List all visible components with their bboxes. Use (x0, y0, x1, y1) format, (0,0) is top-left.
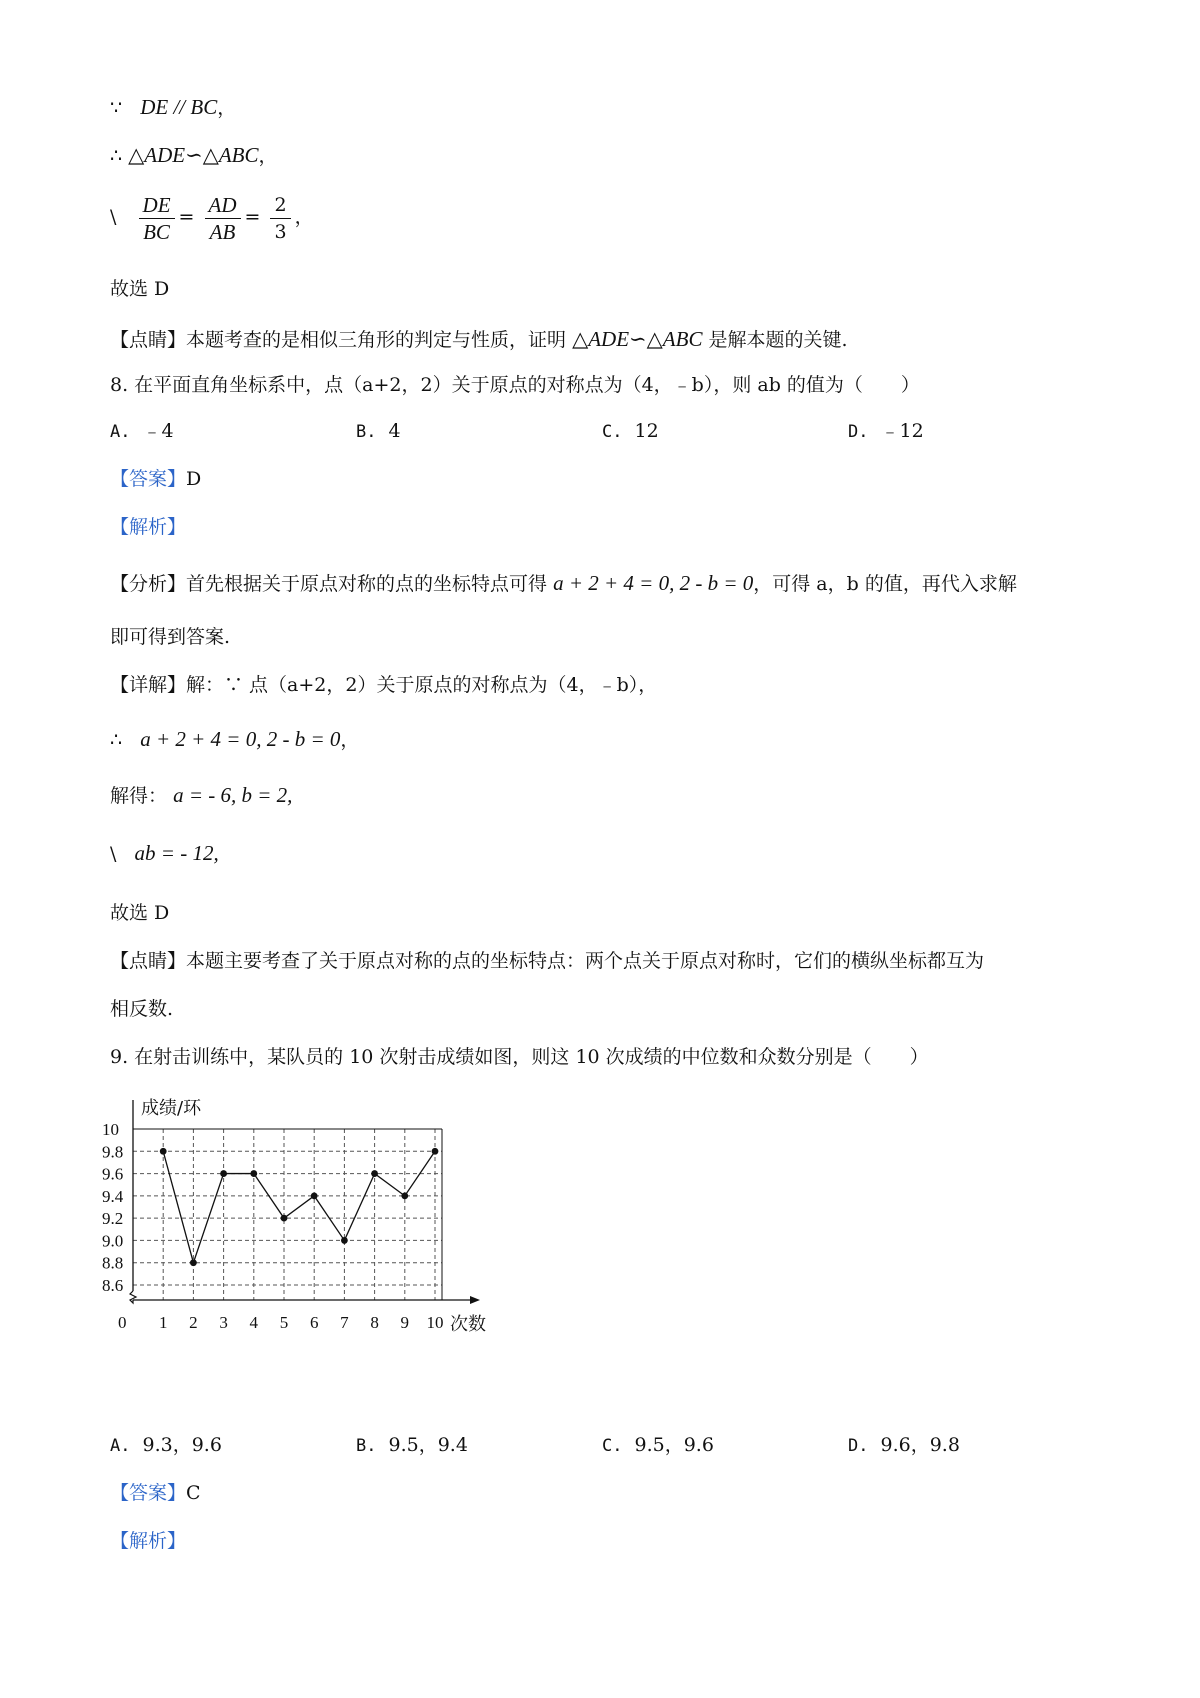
fenxi-tag: 【分析】 (110, 573, 187, 595)
question8-choice: 故选 D (110, 902, 170, 924)
option-b (356, 418, 401, 445)
punct: ， (258, 145, 278, 167)
x-tick-label: 1 (158, 1313, 168, 1332)
x-axis-arrow (470, 1296, 480, 1304)
answer-tag: 【答案】 (110, 468, 187, 490)
fenxi-text: 首先根据关于原点对称的点的坐标特点可得 (186, 573, 548, 595)
x-tick-label: 9 (400, 1313, 410, 1332)
y-tick-label: 9.8 (102, 1142, 124, 1162)
therefore-symbol: ∴ (110, 145, 123, 167)
y-tick-label: 9.0 (102, 1231, 124, 1251)
question9-stem: 9. 在射击训练中，某队员的 10 次射击成绩如图，则这 10 次成绩的中位数和众数分别是（ ） (110, 1046, 929, 1068)
option-b (356, 1432, 468, 1459)
option-value: 9.5，9.4 (388, 1434, 468, 1456)
x-tick-label: 5 (279, 1313, 289, 1332)
option-key: C. (602, 422, 623, 442)
question8-comment (110, 948, 984, 974)
option-key: C. (602, 1436, 623, 1456)
numerator: 2 (270, 192, 290, 219)
question9-options (110, 1432, 1110, 1458)
score-line (163, 1151, 435, 1262)
x-tick-label: 10 (426, 1313, 444, 1332)
question8-stem: 8. 在平面直角坐标系中，点（a+2，2）关于原点的对称点为（4，﹣b），则 ab 的值为（ ） (110, 374, 920, 396)
option-key: D. (848, 1436, 869, 1456)
answer-tag: 【答案】 (110, 1482, 187, 1504)
score-point (160, 1148, 167, 1155)
fenxi-math: a + 2 + 4 = 0, 2 - b = 0 (553, 571, 754, 595)
step1-math: a + 2 + 4 = 0, 2 - b = 0 (140, 727, 341, 751)
score-point (190, 1259, 197, 1266)
step2-math: a = - 6, b = 2, (173, 783, 293, 807)
option-value: 9.5，9.6 (634, 1434, 714, 1456)
x-tick-label: 2 (189, 1313, 198, 1332)
score-point (432, 1148, 439, 1155)
comment-tag: 【点睛】 (110, 950, 187, 972)
x-tick-label: 4 (249, 1313, 259, 1332)
punct: ， (217, 97, 237, 119)
step2-label: 解得： (110, 785, 168, 807)
y-tick-label: 9.4 (102, 1186, 124, 1206)
option-value: 4 (388, 420, 401, 442)
denominator: 3 (274, 220, 287, 243)
numerator: AD (205, 192, 241, 219)
question9-answer (110, 1480, 201, 1506)
y-tick-label: 9.2 (102, 1209, 124, 1229)
option-a (110, 418, 174, 445)
similar-triangles-statement: △ADE∽△ABC (128, 143, 259, 167)
fenxi-text-end: ，可得 a，b 的值，再代入求解 (753, 573, 1017, 595)
score-point (250, 1170, 257, 1177)
option-key: B. (356, 422, 377, 442)
option-d (848, 1432, 960, 1459)
x-tick-label: 3 (219, 1313, 228, 1332)
question8-step2 (110, 782, 292, 809)
question8-options (110, 418, 1110, 444)
therefore-symbol: \ (110, 206, 117, 228)
detail-text: 解：∵ 点（a+2，2）关于原点的对称点为（4，﹣b）， (186, 674, 658, 696)
y-tick-label: 8.8 (102, 1253, 124, 1273)
question8-detail (110, 672, 657, 698)
question8-step3 (110, 840, 219, 867)
option-c (602, 418, 659, 445)
question8-step1 (110, 726, 359, 753)
y-axis-title: 成绩/环 (141, 1098, 202, 1119)
option-value: 9.6，9.8 (880, 1434, 960, 1456)
chart-grid (133, 1129, 442, 1300)
x-axis-title: 次数 (450, 1314, 486, 1335)
question8-comment-cont: 相反数. (110, 998, 174, 1020)
score-point (401, 1192, 408, 1199)
score-point (281, 1215, 288, 1222)
answer-value: D (186, 468, 202, 490)
denominator: AB (209, 219, 236, 244)
therefore-symbol: \ (110, 843, 117, 865)
comment-text-end: 是解本题的关键. (708, 329, 848, 351)
detail-tag: 【详解】 (110, 674, 187, 696)
option-a (110, 1432, 222, 1459)
answer-value: C (186, 1482, 201, 1504)
question8-analysis-tag: 【解析】 (110, 516, 187, 538)
solution7-line1 (110, 94, 236, 121)
y-tick-label: 10 (102, 1120, 119, 1139)
score-point (220, 1170, 227, 1177)
y-tick-label: 8.6 (102, 1276, 124, 1295)
y-tick-label: 9.6 (102, 1164, 124, 1184)
x-tick-label: 6 (309, 1313, 319, 1332)
fraction-de-bc (139, 192, 175, 245)
question8-fenxi (110, 570, 1017, 597)
y-axis-break (130, 1291, 136, 1303)
question8-fenxi-cont: 即可得到答案. (110, 626, 231, 648)
option-key: A. (110, 422, 131, 442)
option-key: A. (110, 1436, 131, 1456)
score-point (311, 1192, 318, 1199)
score-point (371, 1170, 378, 1177)
fraction-two-thirds (270, 192, 290, 245)
option-value: 12 (634, 420, 659, 442)
option-value: 9.3，9.6 (142, 1434, 222, 1456)
shooting-scores-chart (100, 1090, 580, 1370)
step3-math: ab = - 12, (134, 841, 219, 865)
comment-text: 本题主要考查了关于原点对称的点的坐标特点：两个点关于原点对称时，它们的横纵坐标都互为 (186, 950, 985, 972)
option-d (848, 418, 924, 445)
comment-math: △ADE∽△ABC (572, 327, 703, 351)
solution7-ratio-line: \ $\frac{DE}{BC}$ = $\frac{AD}{AB}$ = $\frac{2}{3}$ ， (110, 192, 314, 244)
chart-series (160, 1148, 439, 1266)
punct: ， (294, 206, 314, 228)
solution7-line2 (110, 142, 278, 169)
fraction-ad-ab (205, 192, 241, 245)
comment-tag: 【点睛】 (110, 329, 187, 351)
punct: ， (340, 729, 360, 751)
parallel-statement: DE // BC (140, 95, 218, 119)
numerator: DE (139, 192, 175, 219)
origin-label: 0 (118, 1313, 127, 1332)
denominator: BC (143, 219, 170, 244)
solution7-comment (110, 326, 848, 353)
question8-answer (110, 466, 201, 492)
x-tick-label: 7 (340, 1313, 349, 1332)
option-key: D. (848, 422, 869, 442)
therefore-symbol: ∴ (110, 729, 123, 751)
option-key: B. (356, 1436, 377, 1456)
option-value: ﹣4 (142, 420, 174, 442)
solution7-choice: 故选 D (110, 278, 170, 300)
option-c (602, 1432, 714, 1459)
because-symbol: ∵ (110, 97, 123, 119)
option-value: ﹣12 (880, 420, 924, 442)
question9-analysis-tag: 【解析】 (110, 1530, 187, 1552)
score-point (341, 1237, 348, 1244)
x-tick-label: 8 (370, 1313, 379, 1332)
comment-text: 本题考查的是相似三角形的判定与性质，证明 (186, 329, 567, 351)
